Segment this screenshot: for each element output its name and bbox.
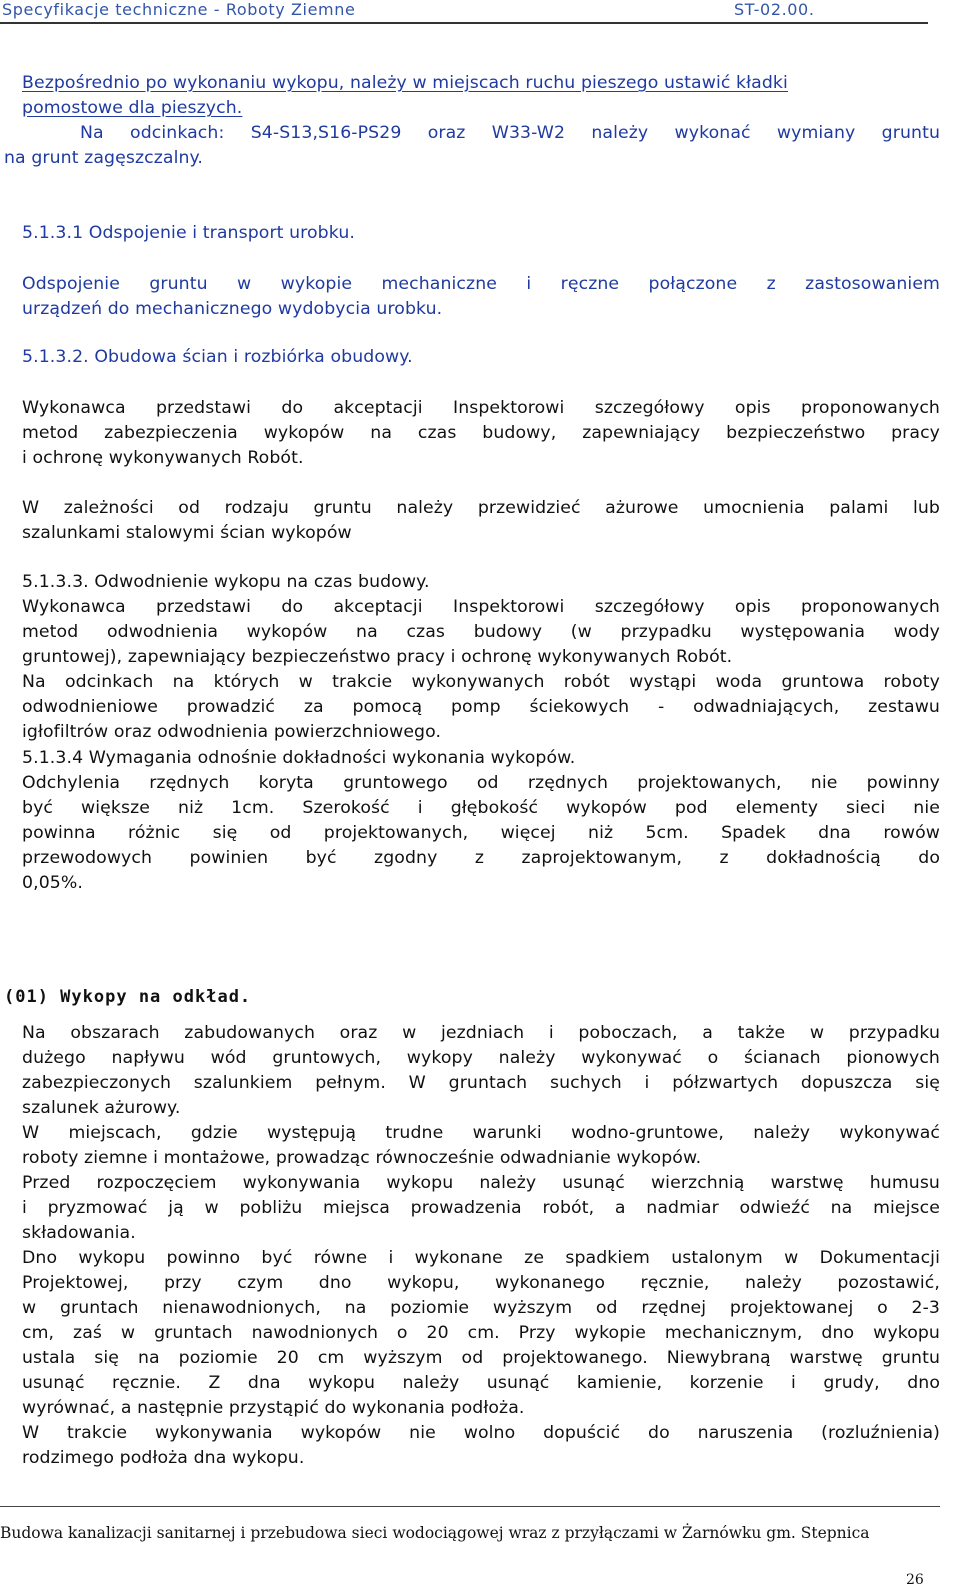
text-line: ustala się na poziomie 20 cm wyższym od projektowanego. Niewybraną warstwę gruntu xyxy=(22,1348,940,1368)
kladki-paragraph xyxy=(22,71,940,121)
text-line: w gruntach nienawodnionych, na poziomie wyższym od rzędnej projektowanej o 2-3 xyxy=(22,1298,940,1318)
text-line: igłofiltrów oraz odwodnienia powierzchniowego. xyxy=(22,722,442,742)
wymiany-paragraph-line1 xyxy=(80,121,940,146)
text-line: dużego napływu wód gruntowych, wykopy należy wykonywać o ścianach pionowych xyxy=(22,1048,940,1068)
text-line: szalunek ażurowy. xyxy=(22,1098,181,1118)
text-line: metod odwodnienia wykopów na czas budowy (w przypadku występowania wody xyxy=(22,622,940,642)
wykopy-paragraph xyxy=(22,1021,940,1471)
section-5-1-3-4 xyxy=(22,746,940,896)
text-line: W trakcie wykonywania wykopów nie wolno dopuścić do naruszenia (rozluźnienia) xyxy=(22,1423,940,1443)
section-heading-5-1-3-1 xyxy=(22,221,922,246)
odspojenie-paragraph xyxy=(22,272,940,322)
text-line: metod zabezpieczenia wykopów na czas budowy, zapewniający bezpieczeństwo pracy xyxy=(22,423,940,443)
text-line: odwodnieniowe prowadzić za pomocą pomp ściekowych - odwadniających, zestawu xyxy=(22,697,940,717)
text-line: cm, zaś w gruntach nawodnionych o 20 cm. Przy wykopie mechanicznym, dno wykopu xyxy=(22,1323,940,1343)
text-line: Na odcinkach na których w trakcie wykonywanych robót wystąpi woda gruntowa roboty xyxy=(22,672,940,692)
text-line: rodzimego podłoża dna wykopu. xyxy=(22,1448,305,1468)
header-doc-code: ST-02.00. xyxy=(734,0,815,19)
text-line: Wykonawca przedstawi do akceptacji Inspektorowi szczegółowy opis proponowanych xyxy=(22,597,940,617)
text-line: Na obszarach zabudowanych oraz w jezdniach i poboczach, a także w przypadku xyxy=(22,1023,940,1043)
text-line: Bezpośrednio po wykonaniu wykopu, należy w miejscach ruchu pieszego ustawić kładki xyxy=(22,73,788,93)
footer-divider xyxy=(0,1506,940,1507)
text-line: składowania. xyxy=(22,1223,136,1243)
section-heading-5-1-3-3: 5.1.3.3. Odwodnienie wykopu na czas budowy. xyxy=(22,572,430,592)
text-line: W zależności od rodzaju gruntu należy przewidzieć ażurowe umocnienia palami lub xyxy=(22,498,940,518)
text-line: Dno wykopu powinno być równe i wykonane ze spadkiem ustalonym w Dokumentacji xyxy=(22,1248,940,1268)
text-line: 5.1.3.1 Odspojenie i transport urobku. xyxy=(22,223,355,243)
page-number: 26 xyxy=(906,1572,924,1588)
text-line: roboty ziemne i montażowe, prowadząc równocześnie odwadnianie wykopów. xyxy=(22,1148,702,1168)
text-line: Odchylenia rzędnych koryta gruntowego od rzędnych projektowanych, nie powinny xyxy=(22,773,940,793)
text-line: urządzeń do mechanicznego wydobycia urobku. xyxy=(22,299,443,319)
section-heading-wykopy-na-odklad: (01) Wykopy na odkład. xyxy=(4,987,252,1007)
text-line: usunąć ręcznie. Z dna wykopu należy usunąć kamienie, korzenie i grudy, dno xyxy=(22,1373,940,1393)
header-title: Specyfikacje techniczne - Roboty Ziemne xyxy=(2,0,356,19)
text-line: przewodowych powinien być zgodny z zaprojektowanym, z dokładnością do xyxy=(22,848,940,868)
text-line: i ochronę wykonywanych Robót. xyxy=(22,448,304,468)
text-line: W miejscach, gdzie występują trudne warunki wodno-gruntowe, należy wykonywać xyxy=(22,1123,940,1143)
section-5-1-3-3 xyxy=(22,570,940,745)
text-line: być większe niż 1cm. Szerokość i głębokość wykopów pod elementy sieci nie xyxy=(22,798,940,818)
text-line: Na odcinkach: S4-S13,S16-PS29 oraz W33-W2 należy wykonać wymiany gruntu xyxy=(80,123,940,143)
obudowa-paragraph xyxy=(22,396,940,471)
wymiany-paragraph-line2 xyxy=(4,146,904,171)
text-line: szalunkami stalowymi ścian wykopów xyxy=(22,523,352,543)
text-line: wyrównać, a następnie przystąpić do wykonania podłoża. xyxy=(22,1398,525,1418)
text-line: pomostowe dla pieszych. xyxy=(22,98,243,118)
section-heading-5-1-3-4: 5.1.3.4 Wymagania odnośnie dokładności wykonania wykopów. xyxy=(22,748,576,768)
text-line: Wykonawca przedstawi do akceptacji Inspektorowi szczegółowy opis proponowanych xyxy=(22,398,940,418)
text-line: powinna różnic się od projektowanych, więcej niż 5cm. Spadek dna rowów xyxy=(22,823,940,843)
text-line: na grunt zagęszczalny. xyxy=(4,148,203,168)
text-line: 0,05%. xyxy=(22,873,83,893)
text-line: gruntowej), zapewniający bezpieczeństwo pracy i ochronę wykonywanych Robót. xyxy=(22,647,733,667)
text-line: Odspojenie gruntu w wykopie mechaniczne i ręczne połączone z zastosowaniem xyxy=(22,274,940,294)
page-footer: Budowa kanalizacji sanitarnej i przebudowa sieci wodociągowej wraz z przyłączami w Żarnówku gm. Stepnica xyxy=(0,1524,870,1542)
page-header xyxy=(0,0,928,24)
text-line: i pryzmować ją w pobliżu miejsca prowadzenia robót, a nadmiar odwieźć na miejsce xyxy=(22,1198,940,1218)
text-line: Przed rozpoczęciem wykonywania wykopu należy usunąć wierzchnią warstwę humusu xyxy=(22,1173,940,1193)
text-line: 5.1.3.2. Obudowa ścian i rozbiórka obudowy. xyxy=(22,347,413,367)
text-line: Projektowej, przy czym dno wykopu, wykonanego ręcznie, należy pozostawić, xyxy=(22,1273,940,1293)
text-line: zabezpieczonych szalunkiem pełnym. W gruntach suchych i półzwartych dopuszcza się xyxy=(22,1073,940,1093)
zaleznosci-paragraph xyxy=(22,496,940,546)
section-heading-5-1-3-2 xyxy=(22,345,922,370)
